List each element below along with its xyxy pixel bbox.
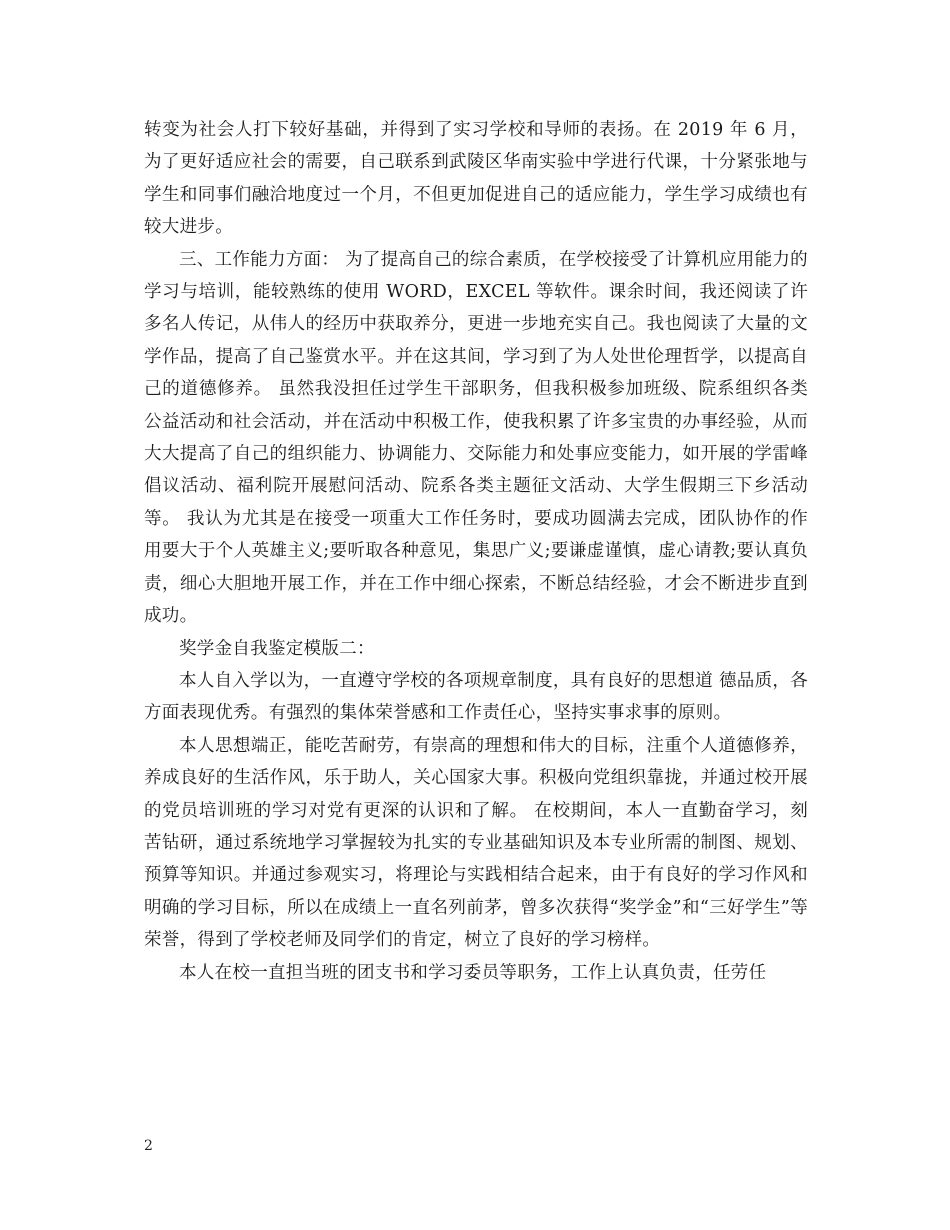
document-body <box>144 114 808 989</box>
page-number: 2 <box>144 1138 153 1154</box>
paragraph-2: 三、工作能力方面： 为了提高自己的综合素质，在学校接受了计算机应用能力的学习与培训，能较熟练的使用 WORD，EXCEL 等软件。课余时间，我还阅读了许多名人传记，从伟人的经历中获取养分，更进一步地充实自己。我也阅读了大量的文学作品，提高了自己鉴赏水平。并在这其间，学习到了为人处世伦理哲学，以提高自己的道德修养。 虽然我没担任过学生干部职务，但我积极参加班级、院系组织各类公益活动和社会活动，并在活动中积极工作，使我积累了许多宝贵的办事经验，从而大大提高了自己的组织能力、协调能力、交际能力和处事应变能力，如开展的学雷峰倡议活动、福利院开展慰问活动、院系各类主题征文活动、大学生假期三下乡活动等。 我认为尤其是在接受一项重大工作任务时，要成功圆满去完成，团队协作的作用要大于个人英雄主义;要听取各种意见，集思广义;要谦虚谨慎，虚心请教;要认真负责，细心大胆地开展工作，并在工作中细心探索，不断总结经验，才会不断进步直到成功。 <box>144 249 808 627</box>
paragraph-3: 本人自入学以为，一直遵守学校的各项规章制度，具有良好的思想道 德品质，各方面表现优秀。有强烈的集体荣誉感和工作责任心，坚持实事求事的原则。 <box>144 670 808 724</box>
paragraph-4: 本人思想端正，能吃苦耐劳，有崇高的理想和伟大的目标，注重个人道德修养，养成良好的生活作风，乐于助人，关心国家大事。积极向党组织靠拢，并通过校开展的党员培训班的学习对党有更深的认识和了解。 在校期间，本人一直勤奋学习，刻苦钻研，通过系统地学习掌握较为扎实的专业基础知识及本专业所需的制图、规划、预算等知识。并通过参观实习，将理论与实践相结合起来，由于有良好的学习作风和明确的学习目标，所以在成绩上一直名列前茅，曾多次获得“奖学金”和“三好学生”等荣誉，得到了学校老师及同学们的肯定，树立了良好的学习榜样。 <box>144 735 808 951</box>
section-heading: 奖学金自我鉴定模版二： <box>179 638 375 659</box>
paragraph-1: 转变为社会人打下较好基础，并得到了实习学校和导师的表扬。在 2019 年 6 月，为了更好适应社会的需要，自己联系到武陵区华南实验中学进行代课，十分紧张地与学生和同事们融洽地度过一个月，不但更加促进自己的适应能力，学生学习成绩也有较大进步。 <box>144 120 808 238</box>
paragraph-5: 本人在校一直担当班的团支书和学习委员等职务，工作上认真负责，任劳任 <box>179 962 767 983</box>
